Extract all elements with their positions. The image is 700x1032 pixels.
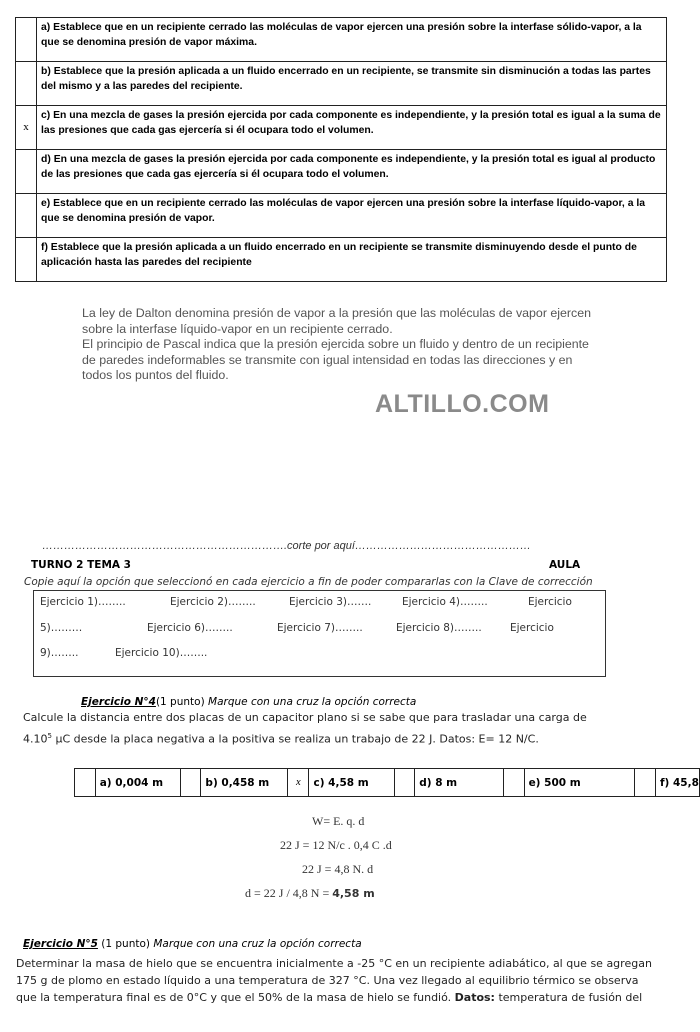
ej5-datos-label: Datos: xyxy=(454,991,495,1004)
answers-box xyxy=(33,590,606,677)
ej4-formula-4-expr: d = 22 J / 4,8 N = xyxy=(245,886,333,900)
ej5-title-number: Ejercicio N°5 xyxy=(23,938,98,950)
answer-ej4[interactable]: Ejercicio 4)…….. xyxy=(402,596,488,608)
option-text-e: e) Establece que en un recipiente cerrado las moléculas de vapor ejercen una presión sobre la interfase líquido-vapor, a la que se denomina presión de vapor. xyxy=(37,194,667,238)
ej4-formula-1: W= E. q. d xyxy=(312,814,365,828)
option-mark-b[interactable] xyxy=(16,62,37,106)
ej4-choice-a: a) 0,004 m xyxy=(95,769,180,797)
option-mark-f[interactable] xyxy=(16,238,37,282)
answer-ej9[interactable]: 9)…….. xyxy=(40,647,79,659)
ej4-charge-base: 4.10 xyxy=(23,732,48,746)
answer-ej3[interactable]: Ejercicio 3)……. xyxy=(289,596,372,608)
ej4-title-instruction: Marque con una cruz la opción correcta xyxy=(208,696,417,708)
option-row-b xyxy=(16,62,667,106)
answer-ej5[interactable]: 5)……… xyxy=(40,622,83,634)
ej5-title-points: (1 punto) xyxy=(97,938,154,950)
explanation-dalton: La ley de Dalton denomina presión de vapor a la presión que las moléculas de vapor ejercen sobre la interfase líquido-vapor en un recipiente cerrado. xyxy=(82,306,592,336)
answer-ej7[interactable]: Ejercicio 7)…….. xyxy=(277,622,363,634)
answer-ej6[interactable]: Ejercicio 6)…….. xyxy=(147,622,233,634)
option-text-c: c) En una mezcla de gases la presión ejercida por cada componente es independiente, y la presión total es igual a la suma de las presiones que cada gas ejercería si él ocupara todo el volumen. xyxy=(37,106,667,150)
ej5-statement-2: 175 g de plomo en estado líquido a una temperatura de 327 °C. Una vez llegado al equilibrio térmico se observa xyxy=(16,974,639,987)
copy-instruction: Copie aquí la opción que seleccionó en cada ejercicio a fin de poder compararlas con la Clave de corrección xyxy=(24,576,593,588)
option-row-a xyxy=(16,18,667,62)
ej4-statement-2 xyxy=(23,727,539,749)
ej4-formula-4 xyxy=(245,886,375,901)
answer-ej5-label: Ejercicio xyxy=(528,596,572,608)
answer-ej2[interactable]: Ejercicio 2)…….. xyxy=(170,596,256,608)
ej4-box-c[interactable]: x xyxy=(288,769,309,797)
option-mark-d[interactable] xyxy=(16,150,37,194)
answer-ej9-label: Ejercicio xyxy=(510,622,554,634)
option-row-e xyxy=(16,194,667,238)
ej5-title xyxy=(23,938,362,950)
ej4-box-d[interactable] xyxy=(394,769,415,797)
ej5-statement-3-b: temperatura de fusión del xyxy=(494,991,643,1004)
aula-label: AULA xyxy=(549,559,581,571)
ej4-charge-exp: 5 xyxy=(47,732,52,740)
ej4-box-e[interactable] xyxy=(503,769,524,797)
option-row-d xyxy=(16,150,667,194)
ej4-statement-1: Calcule la distancia entre dos placas de un capacitor plano si se sabe que para trasladar una carga de xyxy=(23,711,587,724)
ej5-statement-3 xyxy=(16,989,642,1007)
option-text-a: a) Establece que en un recipiente cerrado las moléculas de vapor ejercen una presión sobre la interfase sólido-vapor, a la que se denomina presión de vapor máxima. xyxy=(37,18,667,62)
ej4-choices-table xyxy=(74,768,700,797)
ej4-result: 4,58 m xyxy=(332,887,375,900)
watermark: ALTILLO.COM xyxy=(375,390,550,418)
ej5-title-instruction: Marque con una cruz la opción correcta xyxy=(153,938,362,950)
cut-line: ………………………………………………………….corte por aquí………………………………………… xyxy=(42,540,531,552)
option-row-f xyxy=(16,238,667,282)
ej4-box-b[interactable] xyxy=(180,769,201,797)
option-text-f: f) Establece que la presión aplicada a un fluido encerrado en un recipiente se transmite disminuyendo desde el punto de aplicación hasta las paredes del recipiente xyxy=(37,238,667,282)
option-mark-a[interactable] xyxy=(16,18,37,62)
ej4-title-points: (1 punto) xyxy=(155,696,209,708)
ej4-title-number: Ejercicio N°4 xyxy=(81,696,156,708)
ej5-statement-1: Determinar la masa de hielo que se encuentra inicialmente a -25 °C en un recipiente adiabático, al que se agregan xyxy=(16,957,652,970)
ej5-statement-3-a: que la temperatura final es de 0°C y que el 50% de la masa de hielo se fundió. xyxy=(16,991,455,1004)
ej4-choice-c: c) 4,58 m xyxy=(309,769,394,797)
ej4-box-a[interactable] xyxy=(75,769,96,797)
ej4-formula-2: 22 J = 12 N/c . 0,4 C .d xyxy=(280,838,392,852)
answer-ej1[interactable]: Ejercicio 1)…….. xyxy=(40,596,126,608)
options-table xyxy=(15,17,667,282)
answer-ej8[interactable]: Ejercicio 8)…….. xyxy=(396,622,482,634)
option-row-c xyxy=(16,106,667,150)
option-mark-e[interactable] xyxy=(16,194,37,238)
ej4-box-f[interactable] xyxy=(635,769,656,797)
ej4-choice-b: b) 0,458 m xyxy=(201,769,288,797)
ej4-statement-2-rest: µC desde la placa negativa a la positiva se realiza un trabajo de 22 J. Datos: E= 12 N/C. xyxy=(51,732,539,746)
ej4-choice-f: f) 45,8 xyxy=(655,769,699,797)
turno-tema: TURNO 2 TEMA 3 xyxy=(31,559,131,571)
ej4-formula-3: 22 J = 4,8 N. d xyxy=(302,862,374,876)
option-text-b: b) Establece que la presión aplicada a un fluido encerrado en un recipiente, se transmite sin disminución a todas las partes del mismo y a las paredes del recipiente. xyxy=(37,62,667,106)
ej4-choice-e: e) 500 m xyxy=(524,769,635,797)
option-mark-c[interactable]: x xyxy=(16,106,37,150)
ej4-title xyxy=(81,696,416,708)
answer-ej10[interactable]: Ejercicio 10)…….. xyxy=(115,647,208,659)
ej4-choice-d: d) 8 m xyxy=(415,769,504,797)
option-text-d: d) En una mezcla de gases la presión ejercida por cada componente es independiente, y la presión total es igual al producto de las presiones que cada gas ejercería si él ocupara todo el volumen. xyxy=(37,150,667,194)
explanation-pascal: El principio de Pascal indica que la presión ejercida sobre un fluido y dentro de un recipiente de paredes indeformables se transmite con igual intensidad en todas las direcciones y en todos los puntos del fluido. xyxy=(82,337,589,382)
